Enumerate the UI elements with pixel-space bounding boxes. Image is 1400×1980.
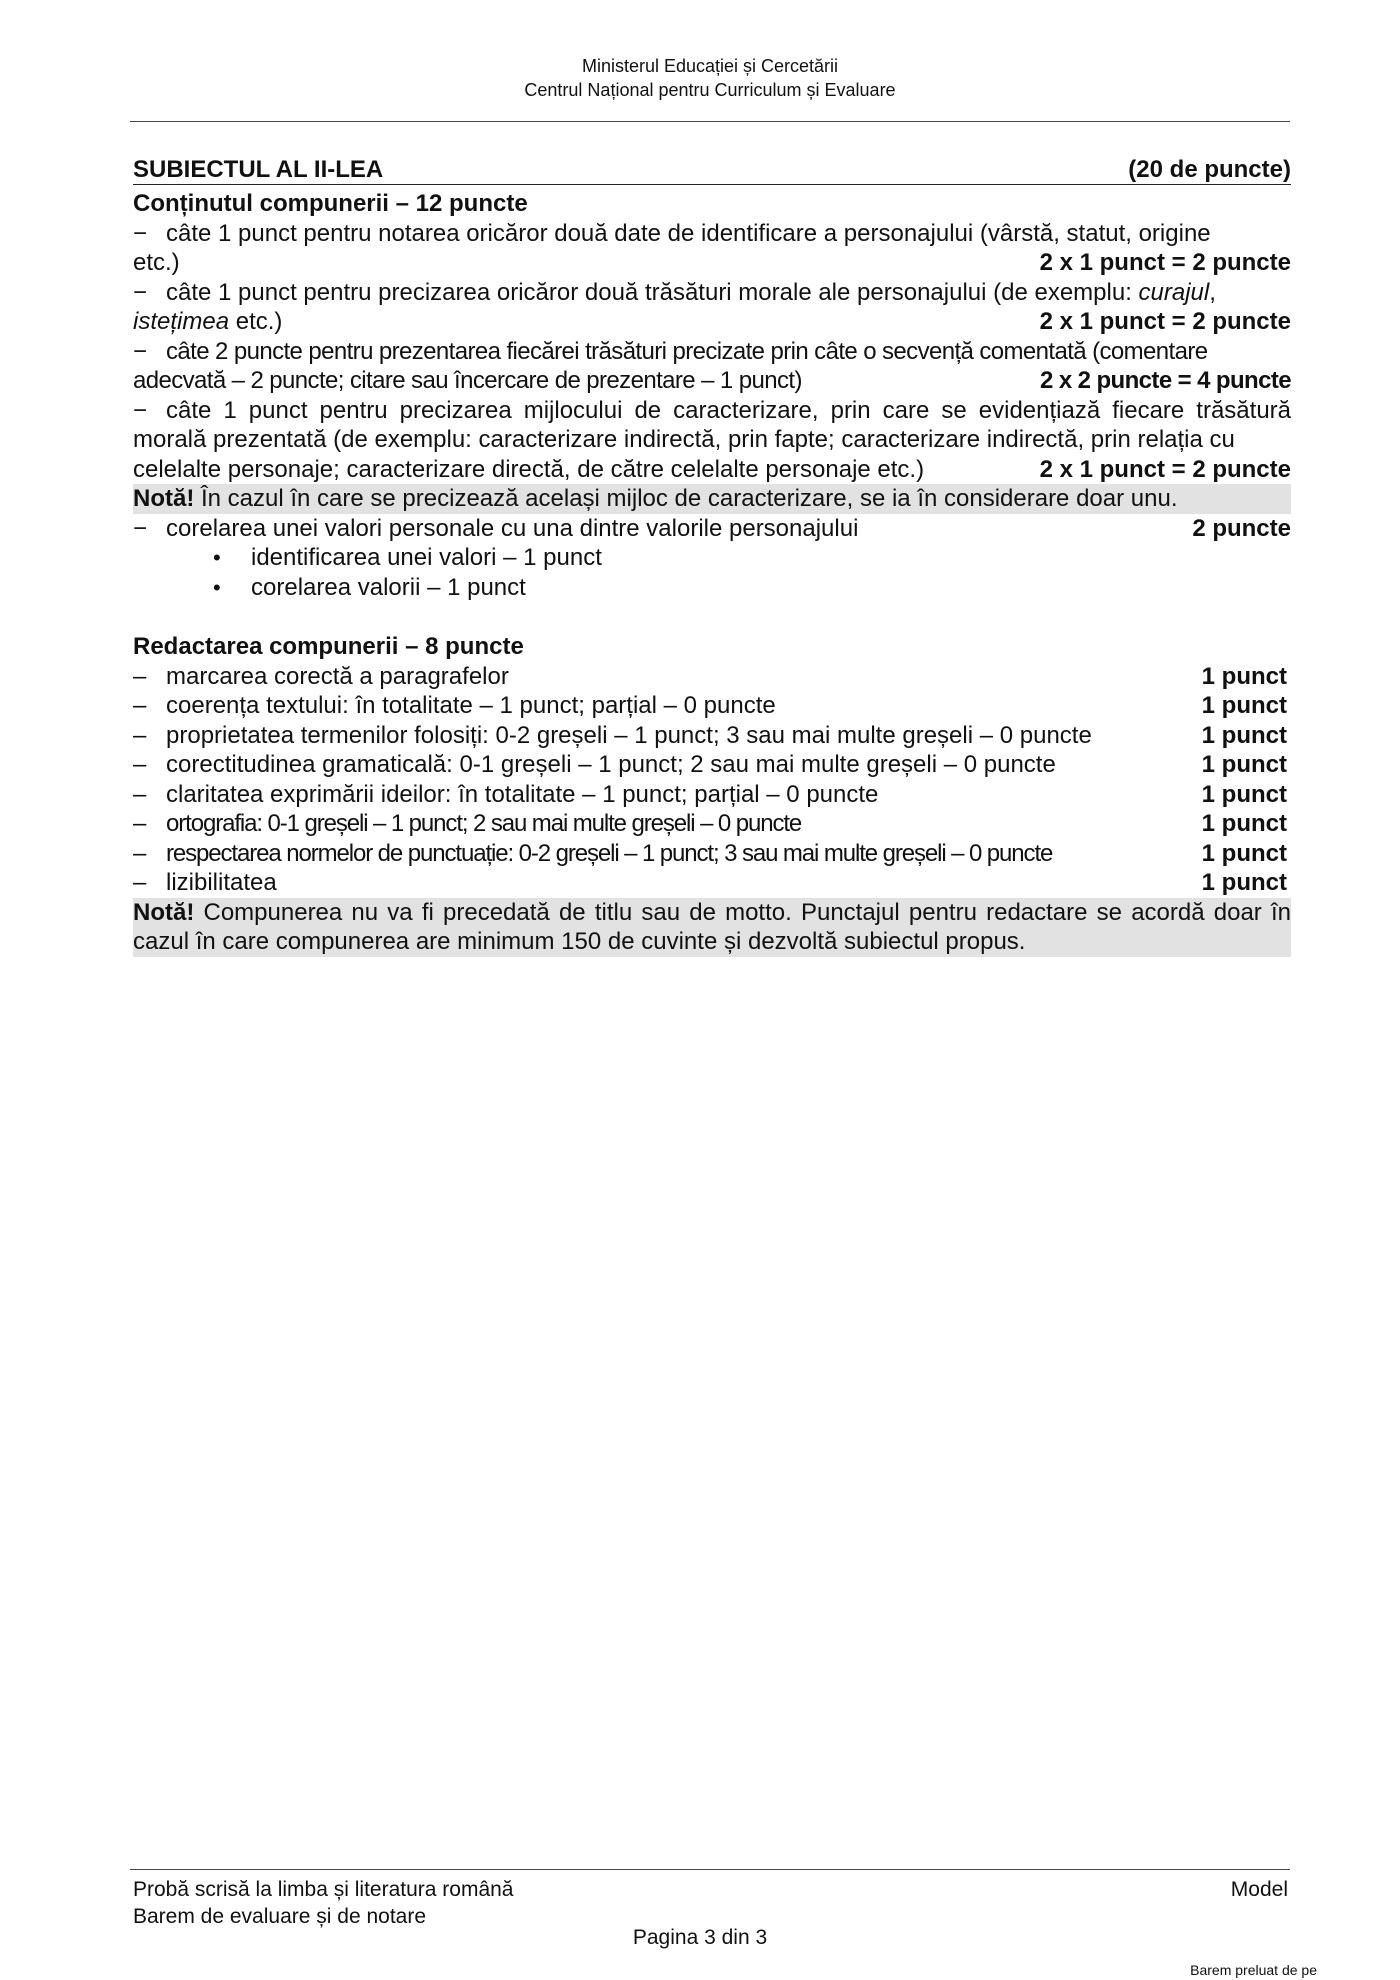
footer-exam-name: Probă scrisă la limba și literatura română <box>133 1878 514 1901</box>
subject-title: SUBIECTUL AL II-LEA <box>133 156 384 183</box>
dash-marker: – <box>133 721 147 749</box>
content-item-3-points: 2 x 2 puncte = 4 puncte <box>1040 367 1291 394</box>
content-item-3: − câte 2 puncte pentru prezentarea fiecărei trăsături precizate prin câte o secvență comentată (comentare <box>133 337 1208 365</box>
redaction-section-title: Redactarea compunerii – 8 puncte <box>133 633 524 660</box>
redaction-item: – respectarea normelor de punctuație: 0-2 greșeli – 1 punct; 3 sau mai multe greșeli – 0 puncte 1 punct <box>133 839 1287 867</box>
dash-marker: – <box>133 869 147 896</box>
content-section-title: Conținutul compunerii – 12 puncte <box>133 190 528 217</box>
list-item: • identificarea unei valori – 1 punct <box>213 544 602 571</box>
source-credit: Barem preluat de pe <box>1190 1962 1317 1978</box>
list-item: • corelarea valorii – 1 punct <box>213 573 526 601</box>
redaction-item: – corectitudinea gramaticală: 0-1 greșeli – 1 punct; 2 sau mai multe greșeli – 0 puncte 1 punct <box>133 751 1287 778</box>
content-item-5-bullets <box>213 543 1291 602</box>
subject-heading <box>133 156 1291 185</box>
dash-marker: − <box>133 337 147 365</box>
redaction-item: – marcarea corectă a paragrafelor 1 punct <box>133 662 1287 690</box>
dash-marker: − <box>133 278 148 306</box>
subject-points: (20 de puncte) <box>1128 156 1291 183</box>
document-header <box>130 54 1290 102</box>
content-item-2-points: 2 x 1 punct = 2 puncte <box>1039 308 1291 335</box>
header-divider <box>130 121 1290 122</box>
content-item-1-points: 2 x 1 punct = 2 puncte <box>1039 249 1291 276</box>
dash-marker: – <box>133 751 147 778</box>
redaction-note: Notă! Compunerea nu va fi precedată de titlu sau de motto. Punctajul pentru redactare se acordă doar în cazul în care compunerea are minimum 150 de cuvinte și dezvoltă subiectul propus. <box>133 898 1291 955</box>
content-item-4: − câte 1 punct pentru precizarea mijlocului de caracterizare, prin care se evidențiază fiecare trăsătură morală prezentată (de exemplu: caracterizare indirectă, prin fapte; caracterizare indirectă, prin relația cu <box>133 396 1291 453</box>
content-item-5: − corelarea unei valori personale cu una dintre valorile personajului 2 puncte <box>133 514 1291 542</box>
dash-marker: − <box>133 396 148 424</box>
content-item-3-tail: adecvată – 2 puncte; citare sau încercare de prezentare – 1 punct) 2 x 2 puncte = 4 puncte <box>133 367 1291 394</box>
content-item-1-tail: etc.) 2 x 1 punct = 2 puncte <box>133 249 1291 276</box>
document-body <box>133 156 1291 957</box>
dash-marker: − <box>133 514 148 542</box>
redaction-item: – claritatea exprimării ideilor: în totalitate – 1 punct; parțial – 0 puncte 1 punct <box>133 780 1287 808</box>
redaction-item: – proprietatea termenilor folosiți: 0-2 greșeli – 1 punct; 3 sau mai multe greșeli – 0 puncte 1 punct <box>133 721 1287 749</box>
content-item-1 <box>133 219 1291 249</box>
dash-marker: – <box>133 839 147 867</box>
dash-marker: – <box>133 692 147 719</box>
dash-marker: – <box>133 780 147 808</box>
redaction-item: – coerența textului: în totalitate – 1 punct; parțial – 0 puncte 1 punct <box>133 692 1287 719</box>
header-center: Centrul Național pentru Curriculum și Evaluare <box>524 80 896 100</box>
bullet-icon: • <box>213 574 221 600</box>
dash-marker: − <box>133 219 148 247</box>
content-item-2-tail: istețimea etc.) 2 x 1 punct = 2 puncte <box>133 308 1291 335</box>
redaction-item: – ortografia: 0-1 greșeli – 1 punct; 2 sau mai multe greșeli – 0 puncte 1 punct <box>133 810 1287 837</box>
footer-divider <box>130 1869 1290 1870</box>
page-number: Pagina 3 din 3 <box>632 1926 768 1949</box>
content-note: Notă! În cazul în care se precizează același mijloc de caracterizare, se ia în considerare doar unu. <box>133 484 1291 514</box>
header-ministry: Ministerul Educației și Cercetării <box>581 56 839 76</box>
bullet-icon: • <box>213 545 221 570</box>
content-item-5-points: 2 puncte <box>1192 514 1291 542</box>
document-footer <box>133 1876 1288 1930</box>
content-item-2: − câte 1 punct pentru precizarea oricăror două trăsături morale ale personajului (de exemplu: curajul, <box>133 278 1216 306</box>
dash-marker: – <box>133 662 147 690</box>
content-item-1-text: câte 1 punct pentru notarea oricăror două date de identificare a personajului (vârstă, statut, origine <box>166 219 1211 247</box>
dash-marker: – <box>133 810 147 837</box>
redaction-item: – lizibilitatea 1 punct <box>133 869 1287 896</box>
footer-barem-label: Barem de evaluare și de notare <box>133 1905 427 1928</box>
content-item-4-tail: celelalte personaje; caracterizare directă, de către celelalte personaje etc.) 2 x 1 punct = 2 puncte <box>133 455 1291 483</box>
footer-model-label: Model <box>1230 1878 1288 1901</box>
content-item-4-points: 2 x 1 punct = 2 puncte <box>1039 455 1291 483</box>
